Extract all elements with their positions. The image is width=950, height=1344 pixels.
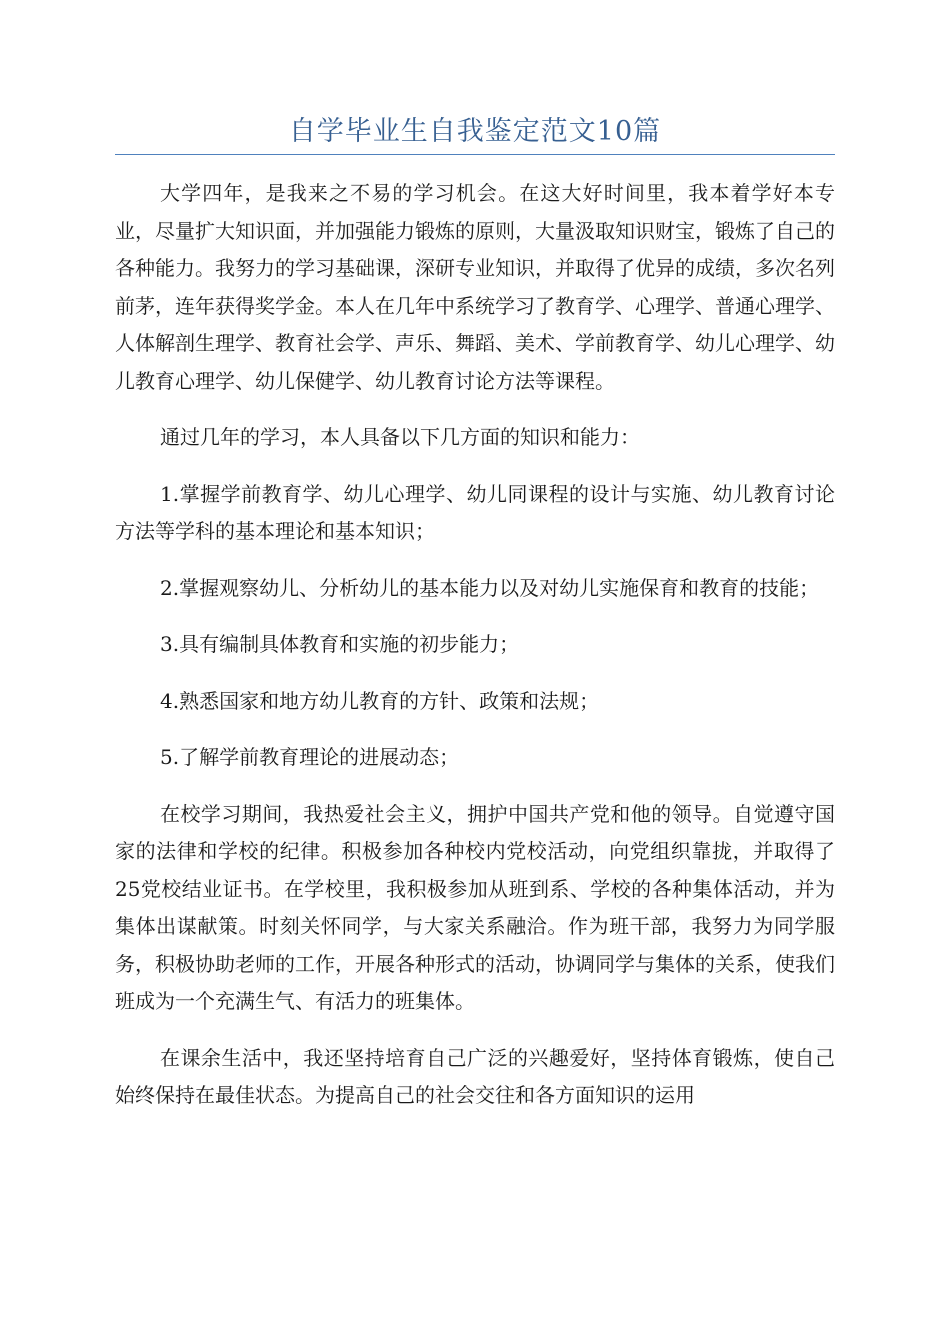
title-underline — [115, 154, 835, 155]
list-item-3: 3.具有编制具体教育和实施的初步能力； — [160, 632, 520, 656]
paragraph-intro: 大学四年，是我来之不易的学习机会。在这大好时间里，我本着学好本专业，尽量扩大知识面，并加强能力锻炼的原则，大量汲取知识财宝，锻炼了自己的各种能力。我努力的学习基础课，深研专业知识，并取得了优异的成绩，多次名列前茅，连年获得奖学金。本人在几年中系统学习了教育学、心理学、普通心理学、人体解剖生理学、教育社会学、声乐、舞蹈、美术、学前教育学、幼儿心理学、幼儿教育心理学、幼儿保健学、幼儿教育讨论方法等课程。 — [115, 181, 835, 393]
document-title: 自学毕业生自我鉴定范文10篇 — [288, 116, 662, 147]
paragraph-school-life: 在校学习期间，我热爱社会主义，拥护中国共产党和他的领导。自觉遵守国家的法律和学校的纪律。积极参加各种校内党校活动，向党组织靠拢，并取得了25党校结业证书。在学校里，我积极参加从班到系、学校的各种集体活动，并为集体出谋献策。时刻关怀同学，与大家关系融洽。作为班干部，我努力为同学服务，积极协助老师的工作，开展各种形式的活动，协调同学与集体的关系，使我们班成为一个充满生气、有活力的班集体。 — [115, 801, 835, 1013]
list-item-5: 5.了解学前教育理论的进展动态； — [160, 745, 460, 769]
list-item-1: 1.掌握学前教育学、幼儿心理学、幼儿同课程的设计与实施、幼儿教育讨论方法等学科的基本理论和基本知识； — [115, 481, 835, 543]
list-item-2: 2.掌握观察幼儿、分析幼儿的基本能力以及对幼儿实施保育和教育的技能； — [160, 575, 820, 600]
list-item-4: 4.熟悉国家和地方幼儿教育的方针、政策和法规； — [160, 688, 600, 713]
paragraph-abilities-lead: 通过几年的学习，本人具备以下几方面的知识和能力： — [160, 425, 640, 449]
document-body — [115, 175, 835, 1134]
paragraph-extracurricular: 在课余生活中，我还坚持培育自己广泛的兴趣爱好，坚持体育锻炼，使自己始终保持在最佳状态。为提高自己的社会交往和各方面知识的运用 — [115, 1045, 835, 1107]
